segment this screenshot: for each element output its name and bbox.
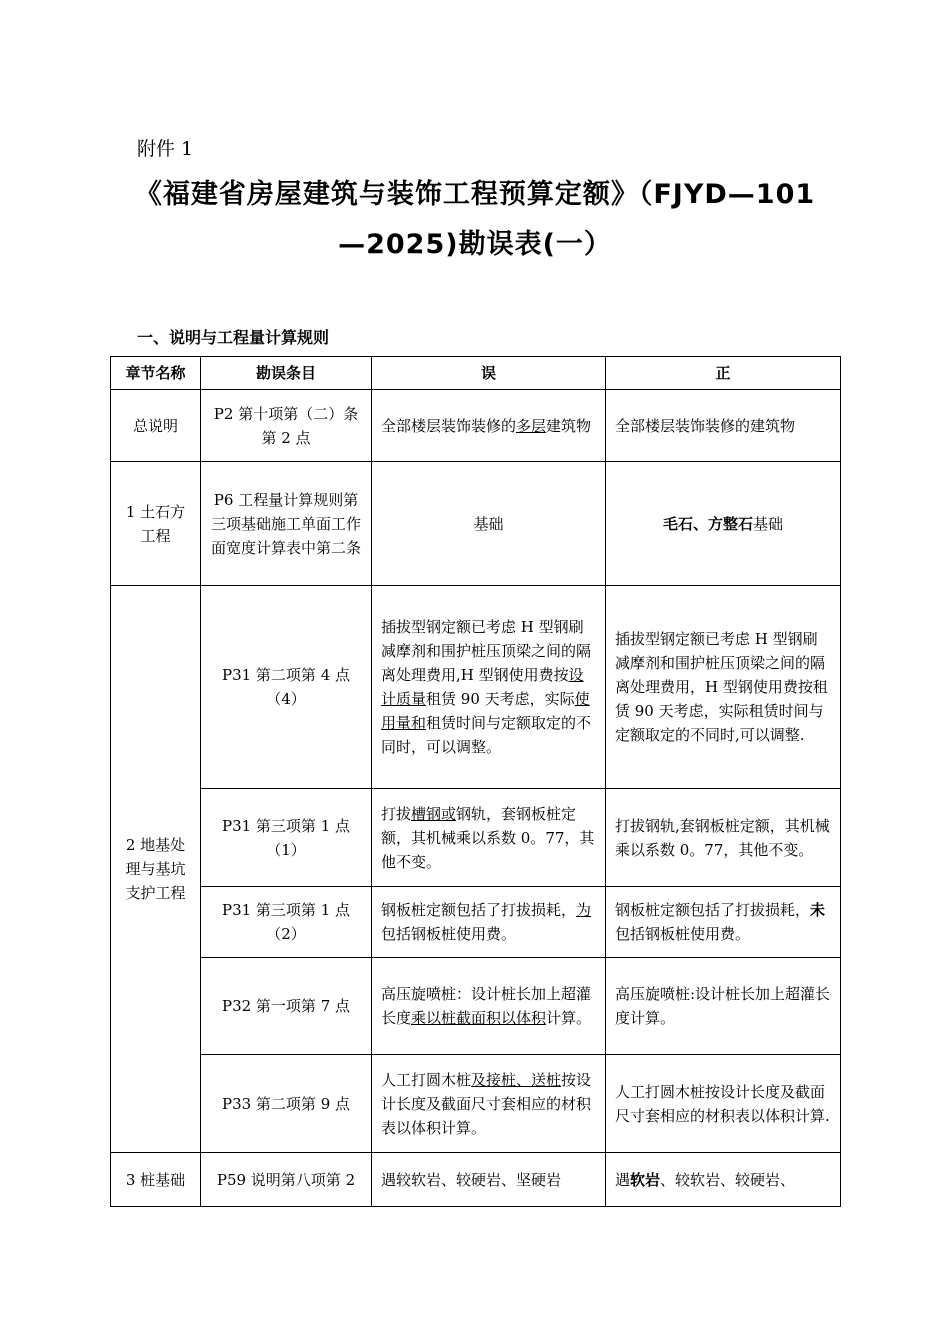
table-row: [111, 1055, 841, 1153]
underlined-text: 为: [576, 901, 592, 919]
wrong-cell: 遇较软岩、较硬岩、坚硬岩: [372, 1153, 606, 1207]
header-item: 勘误条目: [201, 357, 372, 390]
right-cell: 人工打圆木桩按设计长度及截面尺寸套相应的材积表以体积计算.: [606, 1055, 841, 1153]
chapter-cell: 2 地基处理与基坑支护工程: [111, 586, 201, 1153]
header-wrong: 误: [372, 357, 606, 390]
right-cell: 遇软岩、较软岩、较硬岩、: [606, 1153, 841, 1207]
right-cell: 钢板桩定额包括了打拔损耗，未包括钢板桩使用费。: [606, 887, 841, 958]
attachment-label: 附件 1: [137, 138, 194, 160]
table-row: [111, 462, 841, 586]
header-chapter: 章节名称: [111, 357, 201, 390]
header-right: 正: [606, 357, 841, 390]
document-title-line-1: 《福建省房屋建筑与装饰工程预算定额》（FJYD—101: [134, 179, 816, 210]
bold-text: 软岩: [630, 1170, 661, 1189]
underlined-text: 槽钢或: [411, 804, 457, 823]
wrong-cell: 高压旋喷桩：设计桩长加上超灌长度乘以桩截面积以体积计算。: [372, 958, 606, 1055]
underlined-text: 多层: [516, 416, 547, 435]
errata-table: [110, 356, 841, 1207]
item-cell: P32 第一项第 7 点: [201, 958, 372, 1055]
table-header-row: [111, 357, 841, 390]
table-row: [111, 390, 841, 462]
right-cell: 全部楼层装饰装修的建筑物: [606, 390, 841, 462]
bold-text: 未: [810, 901, 826, 919]
underlined-text: 使用量和: [381, 690, 590, 732]
right-cell: 毛石、方整石基础: [606, 462, 841, 586]
wrong-cell: 基础: [372, 462, 606, 586]
underlined-text: 乘以桩截面积以体积: [411, 1009, 547, 1027]
item-cell: P31 第三项第 1 点（1）: [201, 789, 372, 887]
right-cell: 打拔钢轨,套钢板桩定额，其机械乘以系数 0。77，其他不变。: [606, 789, 841, 887]
table-row: [111, 789, 841, 887]
chapter-cell: 总说明: [111, 390, 201, 462]
item-cell: P31 第二项第 4 点（4）: [201, 586, 372, 789]
bold-text: 毛石、方整石: [662, 514, 753, 533]
underlined-text: 及接桩、送桩: [471, 1070, 562, 1089]
item-cell: P31 第三项第 1 点（2）: [201, 887, 372, 958]
item-cell: P59 说明第八项第 2: [201, 1153, 372, 1207]
underlined-text: 设计质量: [381, 666, 584, 708]
wrong-cell: 插拔型钢定额已考虑 H 型钢刷减摩剂和围护桩压顶梁之间的隔离处理费用,H 型钢使用费按设计质量租赁 90 天考虑，实际使用量和租赁时间与定额取定的不同时，可以调整。: [372, 586, 606, 789]
document-title-line-2: —2025)勘误表(一）: [338, 229, 612, 260]
chapter-cell: 1 土石方工程: [111, 462, 201, 586]
wrong-cell: 打拔槽钢或钢轨，套钢板桩定额，其机械乘以系数 0。77，其他不变。: [372, 789, 606, 887]
wrong-cell: 全部楼层装饰装修的多层建筑物: [372, 390, 606, 462]
wrong-cell: 钢板桩定额包括了打拔损耗，为包括钢板桩使用费。: [372, 887, 606, 958]
right-cell: 高压旋喷桩:设计桩长加上超灌长度计算。: [606, 958, 841, 1055]
wrong-cell: 人工打圆木桩及接桩、送桩按设计长度及截面尺寸套相应的材积表以体积计算。: [372, 1055, 606, 1153]
table-row: [111, 1153, 841, 1207]
table-row: [111, 958, 841, 1055]
item-cell: P33 第二项第 9 点: [201, 1055, 372, 1153]
item-cell: P6 工程量计算规则第三项基础施工单面工作面宽度计算表中第二条: [201, 462, 372, 586]
item-cell: P2 第十项第（二）条第 2 点: [201, 390, 372, 462]
right-cell: 插拔型钢定额已考虑 H 型钢刷减摩剂和围护桩压顶梁之间的隔离处理费用，H 型钢使用费按租赁 90 天考虑，实际租赁时间与定额取定的不同时,可以调整.: [606, 586, 841, 789]
chapter-cell: 3 桩基础: [111, 1153, 201, 1207]
section-heading: 一、说明与工程量计算规则: [137, 328, 330, 347]
table-row: [111, 887, 841, 958]
table-row: [111, 586, 841, 789]
